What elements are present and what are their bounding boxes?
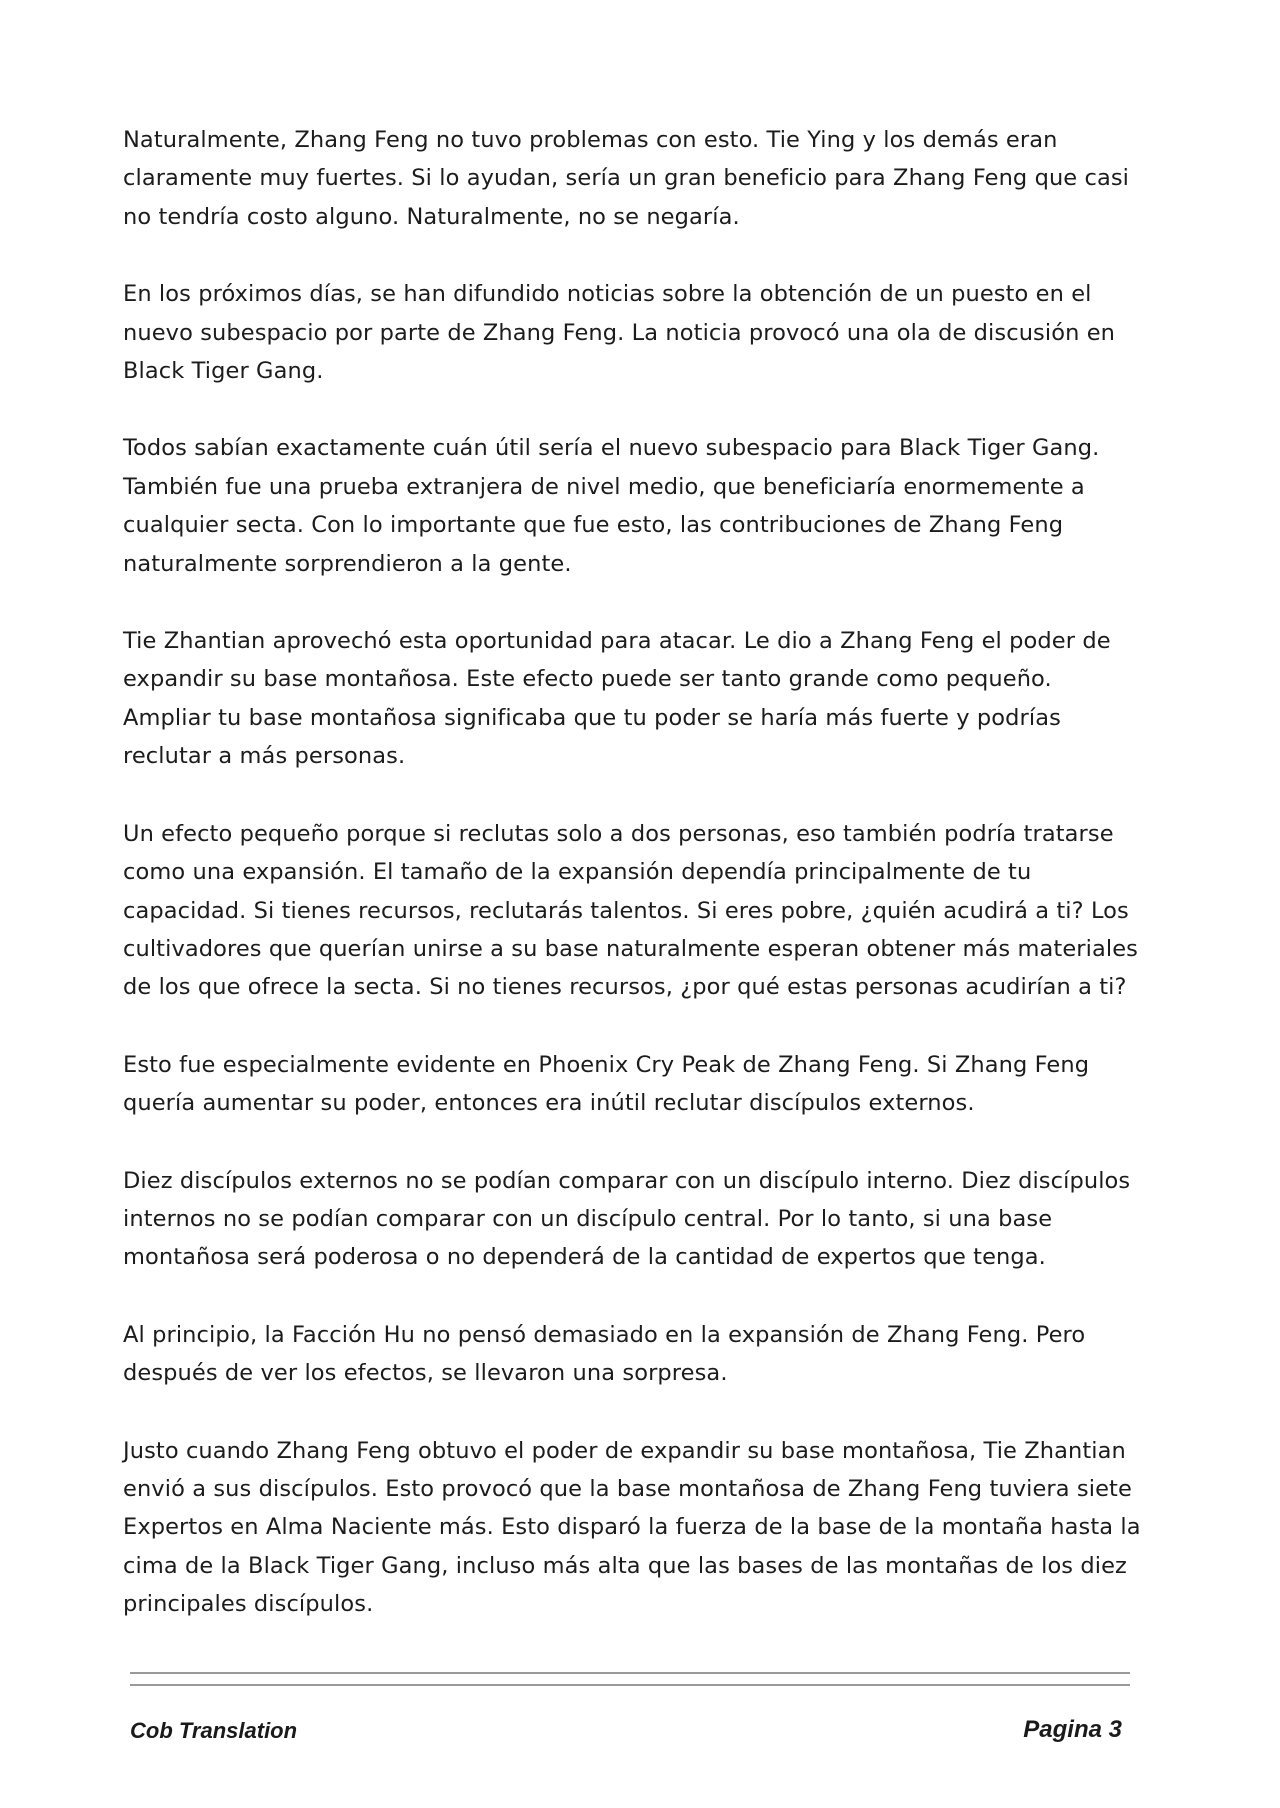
paragraph: Tie Zhantian aprovechó esta oportunidad para atacar. Le dio a Zhang Feng el poder de expandir su base montañosa. Este efecto puede ser tanto grande como pequeño. Ampliar tu base montañosa significaba que tu poder se haría más fuerte y podrías reclutar a más personas. <box>123 628 1111 770</box>
paragraph: Un efecto pequeño porque si reclutas solo a dos personas, eso también podría tratarse como una expansión. El tamaño de la expansión dependía principalmente de tu capacidad. Si tienes recursos, reclutarás talentos. Si eres pobre, ¿quién acudirá a ti? Los cultivadores que querían unirse a su base naturalmente esperan obtener más materiales de los que ofrece la secta. Si no tienes recursos, ¿por qué estas personas acudirían a ti? <box>123 820 1138 1001</box>
paragraph: Esto fue especialmente evidente en Phoenix Cry Peak de Zhang Feng. Si Zhang Feng quería aumentar su poder, entonces era inútil reclutar discípulos externos. <box>123 1051 1090 1117</box>
paragraph: En los próximos días, se han difundido noticias sobre la obtención de un puesto en el nuevo subespacio por parte de Zhang Feng. La noticia provocó una ola de discusión en Black Tiger Gang. <box>123 281 1116 385</box>
paragraph: Diez discípulos externos no se podían comparar con un discípulo interno. Diez discípulos internos no se podían comparar con un discípulo central. Por lo tanto, si una base montañosa será poderosa o no dependerá de la cantidad de expertos que tenga. <box>123 1167 1131 1271</box>
footer-divider-top <box>130 1672 1130 1674</box>
paragraph: Naturalmente, Zhang Feng no tuvo problemas con esto. Tie Ying y los demás eran claramente muy fuertes. Si lo ayudan, sería un gran beneficio para Zhang Feng que casi no tendría costo alguno. Naturalmente, no se negaría. <box>123 127 1130 230</box>
paragraph: Justo cuando Zhang Feng obtuvo el poder de expandir su base montañosa, Tie Zhantian envió a sus discípulos. Esto provocó que la base montañosa de Zhang Feng tuviera siete Expertos en Alma Naciente más. Esto disparó la fuerza de la base de la montaña hasta la cima de la Black Tiger Gang, incluso más alta que las bases de las montañas de los diez principales discípulos. <box>123 1437 1141 1618</box>
footer-divider-bottom <box>130 1684 1130 1686</box>
document-body <box>123 121 1143 1663</box>
footer-translator-credit: Cob Translation <box>130 1718 298 1743</box>
paragraph: Al principio, la Facción Hu no pensó demasiado en la expansión de Zhang Feng. Pero después de ver los efectos, se llevaron una sorpresa. <box>123 1321 1086 1387</box>
paragraph: Todos sabían exactamente cuán útil sería el nuevo subespacio para Black Tiger Gang. También fue una prueba extranjera de nivel medio, que beneficiaría enormemente a cualquier secta. Con lo importante que fue esto, las contribuciones de Zhang Feng naturalmente sorprendieron a la gente. <box>123 435 1100 577</box>
footer-page-number: Pagina 3 <box>1023 1716 1122 1743</box>
